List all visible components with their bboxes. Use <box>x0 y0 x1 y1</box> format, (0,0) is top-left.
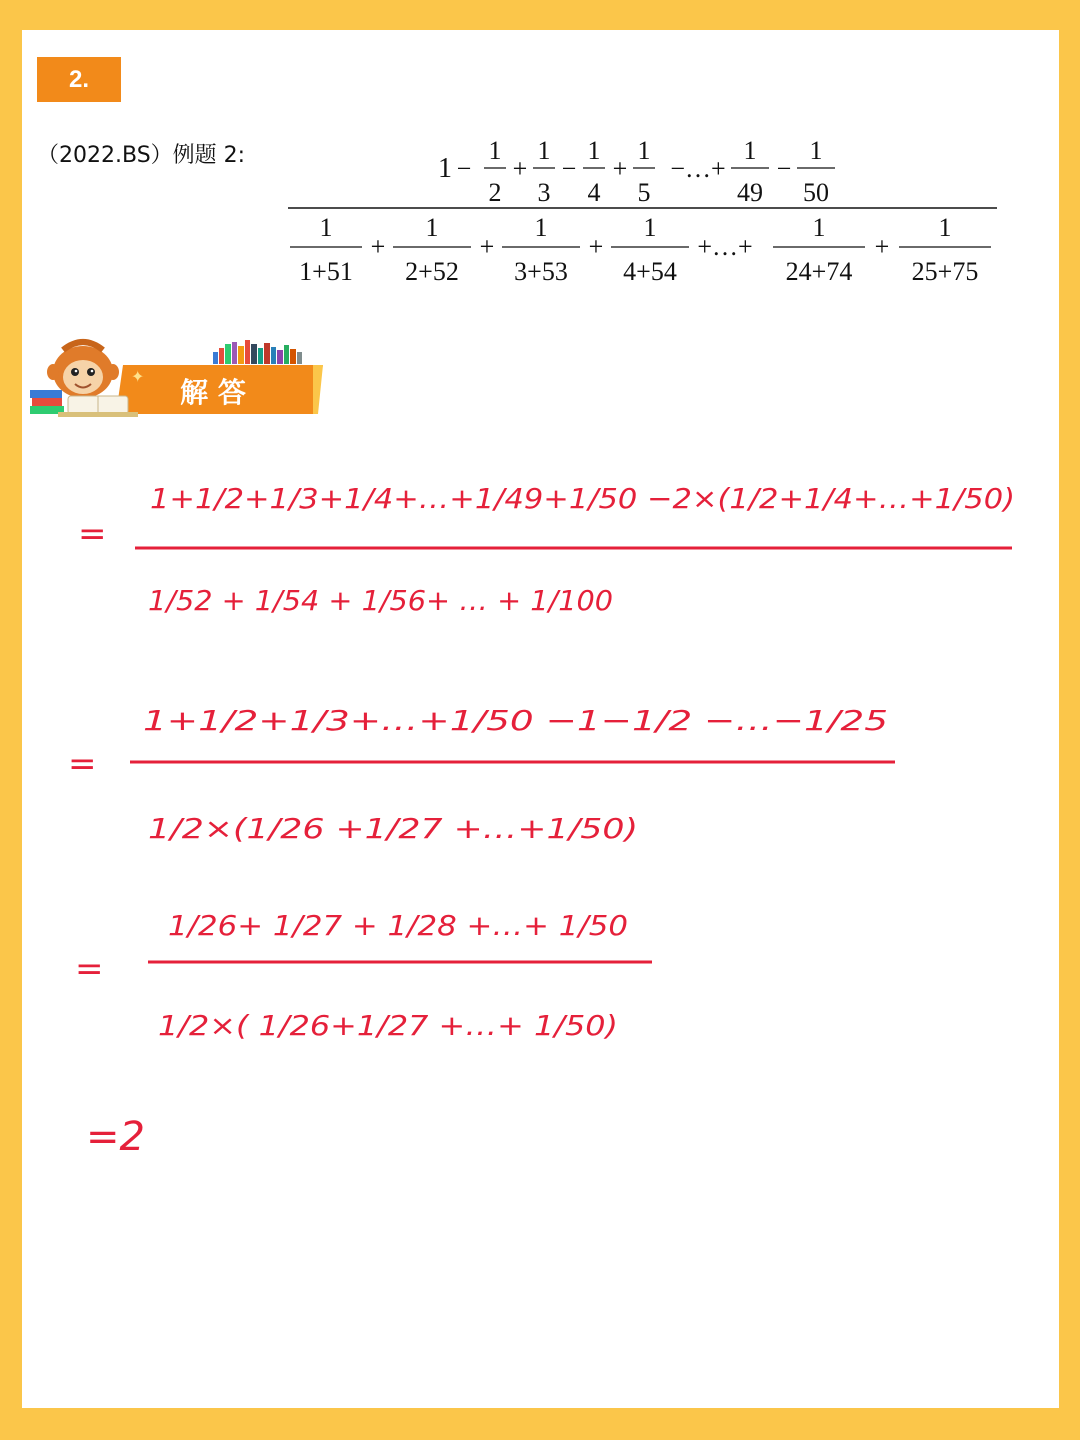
step2-equals: = <box>68 744 97 784</box>
numerator-term-num: 1 <box>587 136 601 165</box>
denominator-operator: + <box>370 232 386 261</box>
numerator-term-num: 1 <box>809 136 823 165</box>
numerator-operator: − <box>456 154 472 183</box>
step1-numerator: 1+1/2+1/3+1/4+…+1/49+1/50 −2×(1/2+1/4+…+1/50) <box>150 482 1015 515</box>
numerator-operator: + <box>512 154 528 183</box>
example-label: （2022.BS）例题 2: <box>37 143 246 168</box>
denominator-term-num: 1 <box>643 213 657 242</box>
numerator-term-num: 1 <box>537 136 551 165</box>
denominator-term-den: 2+52 <box>405 257 459 286</box>
step1-equals: = <box>78 514 107 554</box>
step3-equals: = <box>75 949 104 989</box>
problem-expression <box>280 125 1005 295</box>
sparkle-icon: ✦ <box>131 367 145 386</box>
denominator-term-num: 1 <box>534 213 548 242</box>
denominator-term-num: 1 <box>938 213 952 242</box>
denominator-term-den: 4+54 <box>623 257 677 286</box>
numerator-term-num: 1 <box>743 136 757 165</box>
denominator-term-num: 1 <box>425 213 439 242</box>
numerator-lead: 1 <box>438 153 452 184</box>
denominator-term-den: 3+53 <box>514 257 568 286</box>
numerator-term-den: 50 <box>803 178 829 207</box>
numerator-operator: −…+ <box>670 154 726 183</box>
numerator-operator: + <box>612 154 628 183</box>
numerator-term-den: 4 <box>587 178 601 207</box>
books-icon <box>213 340 302 364</box>
step2-denominator: 1/2×(1/26 +1/27 +…+1/50) <box>148 812 638 845</box>
question-number-badge: 2. <box>37 57 121 102</box>
numerator-term-num: 1 <box>488 136 502 165</box>
numerator-term-den: 2 <box>488 178 502 207</box>
denominator-term-den: 24+74 <box>785 257 853 286</box>
step2-numerator: 1+1/2+1/3+…+1/50 −1−1/2 −…−1/25 <box>143 704 888 737</box>
denominator-term-den: 1+51 <box>299 257 353 286</box>
step1-denominator: 1/52 + 1/54 + 1/56+ … + 1/100 <box>148 584 613 617</box>
answer-banner <box>28 330 328 420</box>
denominator-operator: + <box>874 232 890 261</box>
numerator-term-den: 5 <box>637 178 651 207</box>
numerator-operator: − <box>776 154 792 183</box>
denominator-operator: + <box>479 232 495 261</box>
numerator-term-den: 3 <box>537 178 551 207</box>
step3-numerator: 1/26+ 1/27 + 1/28 +…+ 1/50 <box>168 909 628 942</box>
denominator-term-num: 1 <box>319 213 333 242</box>
numerator-operator: − <box>561 154 577 183</box>
denominator-term-den: 25+75 <box>911 257 979 286</box>
banner-title: 解 答 <box>180 376 246 409</box>
denominator-term-num: 1 <box>812 213 826 242</box>
denominator-operator: + <box>588 232 604 261</box>
step3-denominator: 1/2×( 1/26+1/27 +…+ 1/50) <box>158 1009 618 1042</box>
numerator-term-num: 1 <box>637 136 651 165</box>
final-result: =2 <box>86 1114 145 1160</box>
numerator-term-den: 49 <box>737 178 763 207</box>
denominator-operator: +…+ <box>697 232 753 261</box>
